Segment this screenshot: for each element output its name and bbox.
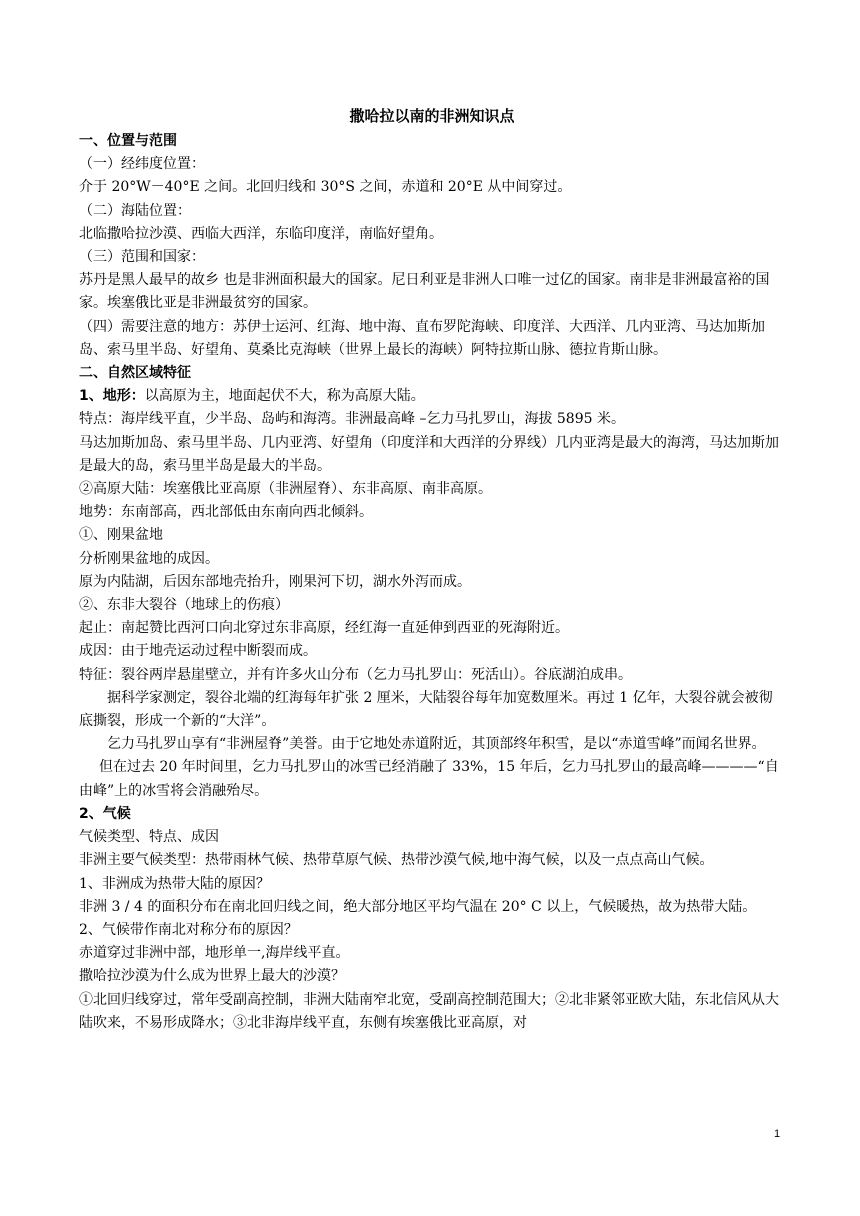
text-line: 成因：由于地壳运动过程中断裂而成。 <box>79 643 317 660</box>
text-line: 据科学家测定，裂谷北端的红海每年扩张 2 厘米，大陆裂谷每年加宽数厘米。再过 1 亿年，大裂谷就会被彻底撕裂，形成一个新的“大洋”。 <box>79 689 773 730</box>
text-line: （二）海陆位置： <box>79 202 191 219</box>
text-line: 介于 20°W－40°E 之间。北回归线和 30°S 之间，赤道和 20°E 从中间穿过。 <box>79 179 572 196</box>
text-line: ①北回归线穿过，常年受副高控制，非洲大陆南窄北宽，受副高控制范围大；②北非紧邻亚欧大陆，东北信风从大陆吹来，不易形成降水；③北非海岸线平直，东侧有埃塞俄比亚高原，对 <box>79 991 779 1031</box>
text-line: ②、东非大裂谷（地球上的伤痕） <box>79 597 289 614</box>
text-line: 马达加斯加岛、索马里半岛、几内亚湾、好望角（印度洋和大西洋的分界线）几内亚湾是最大的海湾，马达加斯加是最大的岛，索马里半岛是最大的半岛。 <box>79 434 779 474</box>
text-line <box>79 385 785 408</box>
document-body <box>79 106 785 1035</box>
document-lines <box>79 130 785 1035</box>
text-line: 分析刚果盆地的成因。 <box>79 550 219 567</box>
text-line: ①、刚果盆地 <box>79 527 163 544</box>
text-line: 起止：南起赞比西河口向北穿过东非高原，经红海一直延伸到西亚的死海附近。 <box>79 620 569 637</box>
text-line: 1、非洲成为热带大陆的原因？ <box>79 875 270 892</box>
text-line: ②高原大陆：埃塞俄比亚高原（非洲屋脊）、东非高原、南非高原。 <box>79 481 492 498</box>
text-line: 特征：裂谷两岸悬崖壁立，并有许多火山分布（乞力马扎罗山：死活山）。谷底湖泊成串。 <box>79 666 632 683</box>
text-line: 但在过去 20 年时间里，乞力马扎罗山的冰雪已经消融了 33%，15 年后，乞力马扎罗山的最高峰————“自由峰”上的冰雪将会消融殆尽。 <box>79 759 779 799</box>
text-line: 非洲主要气候类型：热带雨林气候、热带草原气候、热带沙漠气候,地中海气候，以及一点点高山气候。 <box>79 852 714 869</box>
text-line: （四）需要注意的地方：苏伊士运河、红海、地中海、直布罗陀海峡、印度洋、大西洋、几内亚湾、马达加斯加岛、索马里半岛、好望角、莫桑比克海峡（世界上最长的海峡）阿特拉斯山脉、德拉肯斯山脉。 <box>79 318 765 358</box>
text-line: 撒哈拉沙漠为什么成为世界上最大的沙漠？ <box>79 968 345 985</box>
subsection-text: 以高原为主，地面起伏不大，称为高原大陆。 <box>144 388 425 405</box>
text-line: 气候类型、特点、成因 <box>79 829 219 846</box>
text-line: 苏丹是黑人最早的故乡 也是非洲面积最大的国家。尼日利亚是非洲人口唯一过亿的国家。南非是非洲最富裕的国家。埃塞俄比亚是非洲最贫穷的国家。 <box>79 272 770 312</box>
text-line: 北临撒哈拉沙漠、西临大西洋，东临印度洋，南临好望角。 <box>79 225 443 242</box>
text-line: 地势：东南部高，西北部低由东南向西北倾斜。 <box>79 504 373 521</box>
text-line: 2、气候带作南北对称分布的原因？ <box>79 921 298 938</box>
section-heading: 二、自然区域特征 <box>79 365 191 382</box>
text-line: 赤道穿过非洲中部，地形单一,海岸线平直。 <box>79 945 350 962</box>
text-line: 乞力马扎罗山享有“非洲屋脊”美誉。由于它地处赤道附近，其顶部终年积雪，是以“赤道雪峰”而闻名世界。 <box>107 736 766 753</box>
subsection-label: 1、地形： <box>79 388 145 405</box>
page-number: 1 <box>774 1128 781 1140</box>
section-heading: 一、位置与范围 <box>79 133 177 149</box>
text-line: （一）经纬度位置： <box>79 156 205 173</box>
document-title: 撒哈拉以南的非洲知识点 <box>349 107 515 125</box>
text-line: 原为内陆湖，后因东部地壳抬升，刚果河下切，湖水外泻而成。 <box>79 573 471 590</box>
text-line: 非洲 3 / 4 的面积分布在南北回归线之间，绝大部分地区平均气温在 20° C 以上，气候暖热，故为热带大陆。 <box>79 898 757 915</box>
text-line: 特点：海岸线平直，少半岛、岛屿和海湾。非洲最高峰 –乞力马扎罗山，海拔 5895 米。 <box>79 411 625 428</box>
text-line: （三）范围和国家： <box>79 249 205 266</box>
section-heading: 2、气候 <box>79 805 131 822</box>
